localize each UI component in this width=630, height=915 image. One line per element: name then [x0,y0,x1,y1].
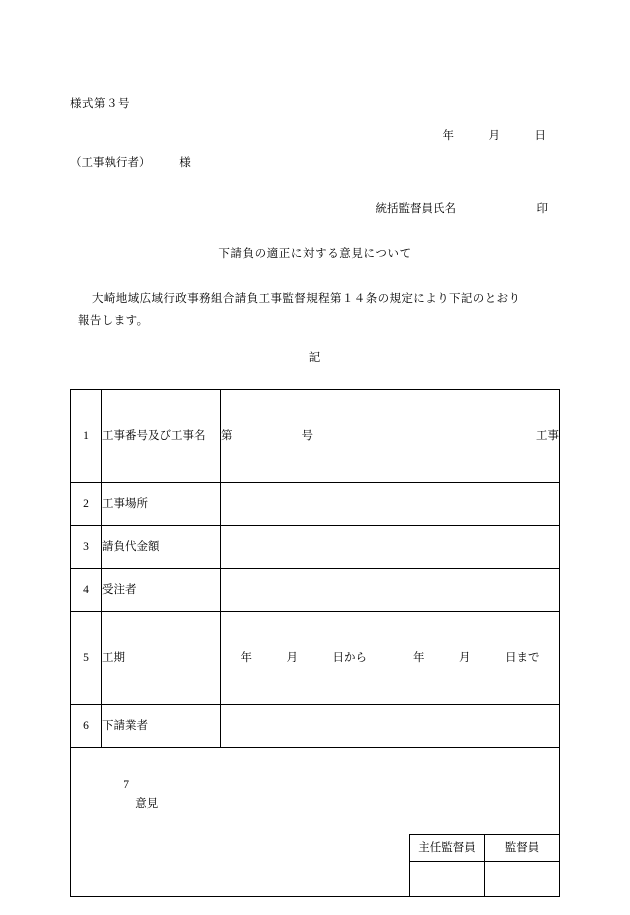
table-row [71,390,560,483]
signature-header-supervisor: 監督員 [485,834,560,861]
opinion-cell[interactable] [71,747,560,896]
row-value[interactable] [221,482,560,525]
statement-paragraph [70,289,560,333]
row-value-right: 工事 [536,429,559,442]
form-number: 様式第３号 [70,98,130,110]
row-label: 工期 [102,611,221,704]
signature-value-row [410,861,560,896]
statement-line-1: 大崎地域広域行政事務組合請負工事監督規程第１４条の規定により下記のとおり [92,292,521,305]
row-number: 4 [71,568,102,611]
row-value[interactable] [221,704,560,747]
signature-value-supervisor[interactable] [485,861,560,896]
statement-line-2: 報告します。 [78,314,149,327]
table-row [71,704,560,747]
row-value[interactable] [221,390,560,483]
supervisor-signature-line: 統括監督員氏名 印 [375,203,548,216]
row-label: 受注者 [102,568,221,611]
document-body [70,95,560,897]
row-number: 2 [71,482,102,525]
signature-value-chief[interactable] [410,861,485,896]
row-label: 工事場所 [102,482,221,525]
row-number: 6 [71,704,102,747]
period-value: 年 月 日から 年 月 日まで [240,651,540,664]
opinion-label-wrap [83,758,158,832]
row-value[interactable] [221,568,560,611]
table-row [71,611,560,704]
form-table [70,389,560,897]
date-line: 年 月 日 [442,130,546,143]
row-value[interactable] [221,611,560,704]
addressee-line: （工事執行者） 様 [70,156,191,169]
row-value-left: 第 号 [221,429,313,442]
document-title: 下請負の適正に対する意見について [218,247,412,260]
ki-marker: 記 [308,351,322,364]
row-number: 5 [71,611,102,704]
row-label: 工事番号及び工事名 [102,390,221,483]
signature-header-row [410,834,560,861]
row-number: 3 [71,525,102,568]
opinion-row [71,747,560,896]
opinion-label: 意見 [135,797,159,810]
signature-table [409,834,560,897]
row-label: 下請業者 [102,704,221,747]
table-row [71,525,560,568]
table-row [71,568,560,611]
opinion-number: 7 [123,779,129,792]
row-label: 請負代金額 [102,525,221,568]
signature-header-chief: 主任監督員 [410,834,485,861]
row-number: 1 [71,390,102,483]
signature-block [409,834,560,897]
table-row [71,482,560,525]
row-value[interactable] [221,525,560,568]
